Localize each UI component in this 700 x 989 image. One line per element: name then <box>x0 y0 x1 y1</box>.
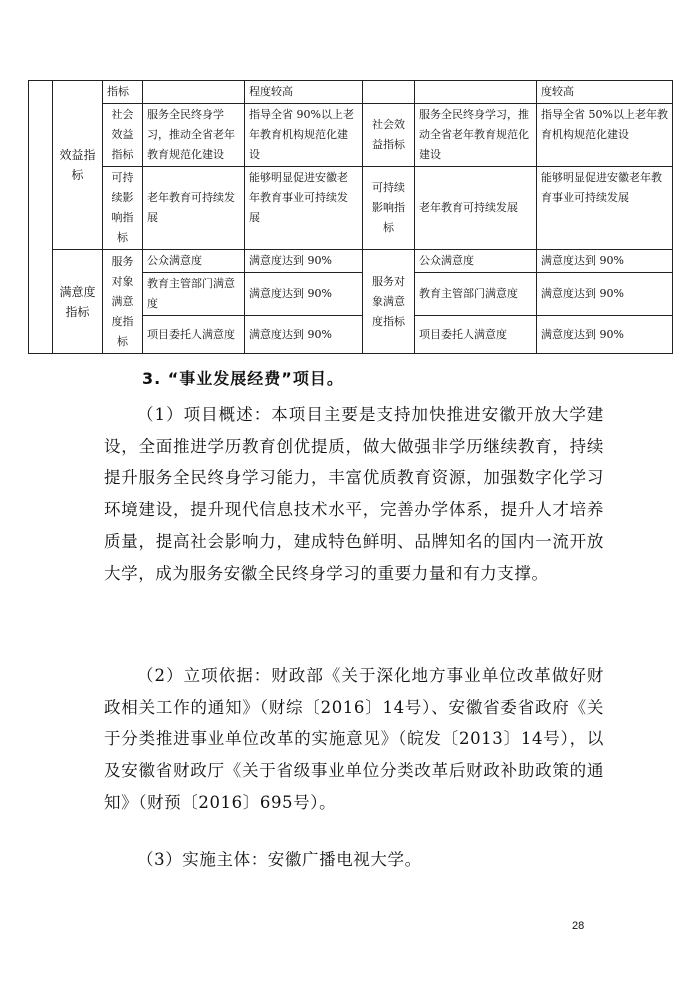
table-cell: 能够明显促进安徽老年教育事业可持续发展 <box>245 167 363 250</box>
table-cell: 服务对象满意度指标 <box>363 250 415 354</box>
table-cell: 教育主管部门满意度 <box>143 273 245 316</box>
paragraph-overview: （1）项目概述：本项目主要是支持加快推进安徽开放大学建设，全面推进学历教育创优提质，做大做强非学历继续教育，持续提升服务全民终身学习能力，丰富优质教育资源，加强数字化学习环境建设，提升现代信息技术水平，完善办学体系，提升人才培养质量，提高社会影响力，建成特色鲜明、品牌知名的国内一流开放大学，成为服务安徽全民终身学习的重要力量和有力支撑。 <box>104 405 604 583</box>
table-row <box>29 81 673 104</box>
table-cell-category-benefit: 效益指标 <box>53 81 103 250</box>
section-heading: 3. “事业发展经费”项目。 <box>142 369 344 388</box>
table-cell: 指导全省 90%以上老年教育机构规范化建设 <box>245 104 363 167</box>
table-cell: 能够明显促进安徽老年教育事业可持续发展 <box>537 167 673 250</box>
paragraph-basis: （2）立项依据：财政部《关于深化地方事业单位改革做好财政相关工作的通知》（财综〔2016〕14号）、安徽省委省政府《关于分类推进事业单位改革的实施意见》（皖发〔2013〕14号），以及安徽省财政厅《关于省级事业单位分类改革后财政补助政策的通知》（财预〔2016〕695号）。 <box>104 666 604 812</box>
table-cell-category-satisfaction: 满意度指标 <box>53 250 103 354</box>
table-cell: 服务全民终身学习，推动全省老年教育规范化建设 <box>143 104 245 167</box>
table-cell-empty <box>415 81 537 104</box>
table-cell: 项目委托人满意度 <box>415 316 537 354</box>
table-cell: 满意度达到 90% <box>537 316 673 354</box>
table-cell: 公众满意度 <box>143 250 245 273</box>
table-cell: 指导全省 50%以上老年教育机构规范化建设 <box>537 104 673 167</box>
table-cell: 程度较高 <box>245 81 363 104</box>
table-row <box>29 104 673 167</box>
table-cell: 社会效益指标 <box>363 104 415 167</box>
table-row <box>29 167 673 250</box>
table-cell: 公众满意度 <box>415 250 537 273</box>
table-cell: 项目委托人满意度 <box>143 316 245 354</box>
table-cell-empty <box>143 81 245 104</box>
table-cell: 服务全民终身学习，推动全省老年教育规范化建设 <box>415 104 537 167</box>
table-cell: 社会效益指标 <box>103 104 143 167</box>
table-cell: 教育主管部门满意度 <box>415 273 537 316</box>
table-cell-empty <box>29 81 53 354</box>
paragraph-implementer: （3）实施主体：安徽广播电视大学。 <box>137 850 422 869</box>
table-cell: 满意度达到 90% <box>245 316 363 354</box>
page-number: 28 <box>572 920 585 932</box>
table-row <box>29 250 673 273</box>
table-cell: 满意度达到 90% <box>245 273 363 316</box>
table-cell: 指标 <box>103 81 143 104</box>
table-cell: 老年教育可持续发展 <box>415 167 537 250</box>
performance-indicator-table <box>28 80 673 354</box>
table-cell: 满意度达到 90% <box>245 250 363 273</box>
table-cell: 度较高 <box>537 81 673 104</box>
table-cell: 可持续影响指标 <box>103 167 143 250</box>
table-cell: 老年教育可持续发展 <box>143 167 245 250</box>
table-cell: 可持续影响指标 <box>363 167 415 250</box>
table-cell: 满意度达到 90% <box>537 273 673 316</box>
table-cell: 服务对象满意度指标 <box>103 250 143 354</box>
table-cell-empty <box>363 81 415 104</box>
table-cell: 满意度达到 90% <box>537 250 673 273</box>
